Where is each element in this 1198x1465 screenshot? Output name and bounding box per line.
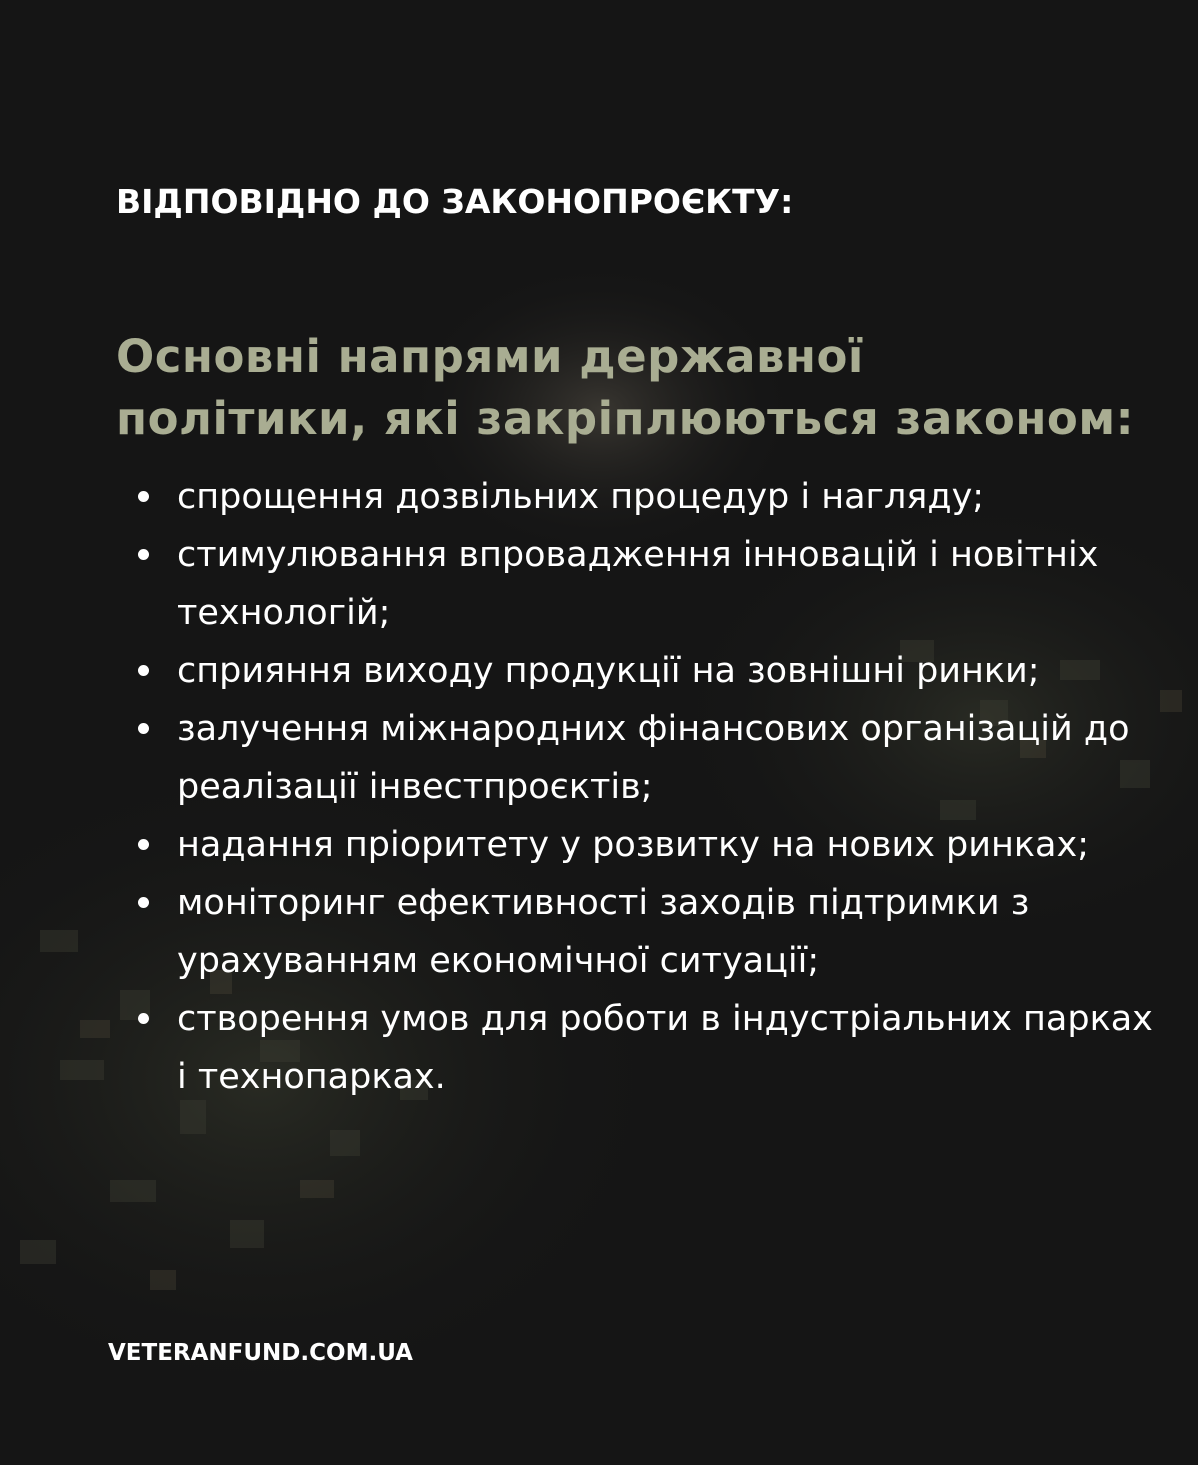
bullet-icon [138, 897, 149, 908]
headline-line-1: Основні напрями державної [116, 330, 864, 383]
list-item [134, 816, 1164, 874]
list-item [134, 700, 1164, 816]
bullet-icon [138, 549, 149, 560]
list-item-text: сприяння виходу продукції на зовнішні ринки; [177, 651, 1040, 691]
bullet-icon [138, 491, 149, 502]
headline [116, 326, 1176, 450]
headline-line-2: політики, які закріплюються законом: [116, 392, 1135, 445]
list-item [134, 468, 1164, 526]
bullet-icon [138, 723, 149, 734]
list-item-text: спрощення дозвільних процедур і нагляду; [177, 477, 985, 517]
bullet-icon [138, 1013, 149, 1024]
list-item-text: надання пріоритету у розвитку на нових ринках; [177, 825, 1089, 865]
bullet-icon [138, 839, 149, 850]
list-item [134, 642, 1164, 700]
list-item-text: стимулювання впровадження інновацій і новітніх технологій; [177, 535, 1099, 633]
policy-list [134, 468, 1164, 1106]
bullet-icon [138, 665, 149, 676]
list-item [134, 874, 1164, 990]
list-item-text: залучення міжнародних фінансових організацій до реалізації інвестпроєктів; [177, 709, 1130, 807]
list-item-text: моніторинг ефективності заходів підтримки з урахуванням економічної ситуації; [177, 883, 1030, 981]
list-item-text: створення умов для роботи в індустріальних парках і технопарках. [177, 999, 1153, 1097]
footer-website-link[interactable]: VETERANFUND.COM.UA [108, 1340, 413, 1366]
kicker-heading: ВІДПОВІДНО ДО ЗАКОНОПРОЄКТУ: [116, 182, 794, 221]
list-item [134, 526, 1164, 642]
list-item [134, 990, 1164, 1106]
